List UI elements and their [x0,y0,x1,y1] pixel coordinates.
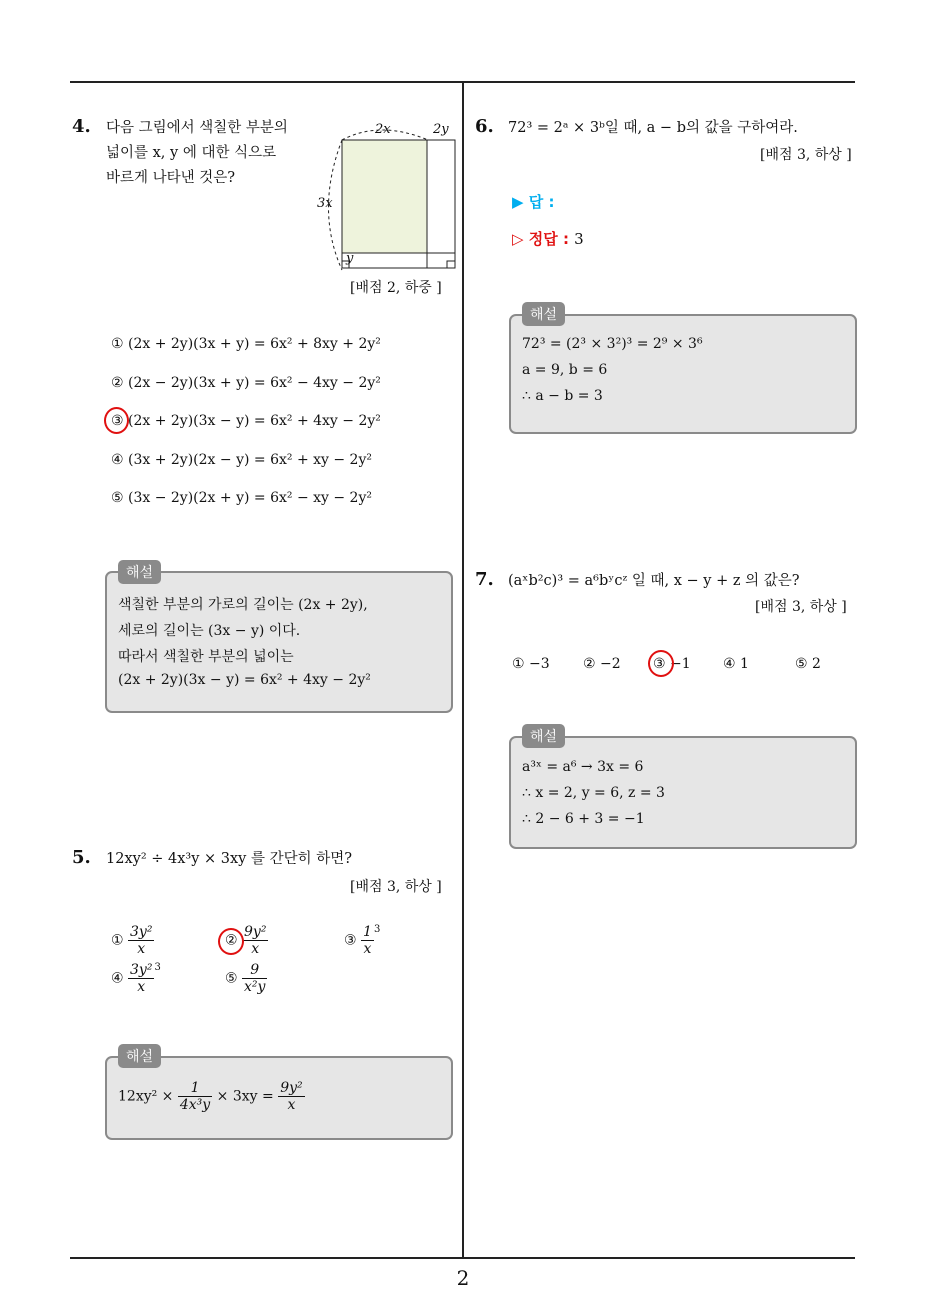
q4-solution-line2: 세로의 길이는 (3x − y) 이다. [118,623,301,639]
q4-solution-line1: 색칠한 부분의 가로의 길이는 (2x + 2y), [118,597,368,613]
q5-score: [배점 3, 하상 ] [350,879,442,895]
q5-option-5[interactable] [225,962,267,995]
q4-solution-line3: 따라서 색칠한 부분의 넓이는 [118,649,294,665]
q4-option-4[interactable]: ④ (3x + 2y)(2x − y) = 6x² + xy − 2y² [111,452,372,468]
q4-fig-label-y: y [346,251,354,266]
q5-option-4-den: x [137,979,146,995]
q5-option-3-sup: 3 [373,924,381,935]
q7-option-5[interactable]: ⑤ 2 [795,656,821,672]
q7-option-1[interactable]: ① −3 [512,656,550,672]
q5-option-4-num: 3y² [130,962,153,978]
q6-solution-line3: ∴ a − b = 3 [522,388,603,404]
q4-answer-circle [104,407,129,434]
q5-option-5-mark: ⑤ [225,970,238,987]
q5-option-2-den: x [251,941,260,957]
q4-line2: 넓이를 x, y 에 대한 식으로 [106,145,277,161]
q5-answer-circle [218,928,244,955]
q5-option-2-mark: ② [225,932,238,949]
q5-option-1-fraction [128,924,154,957]
q5-option-4-fraction [128,962,154,995]
q5-option-2-num: 9y² [244,924,267,940]
q5-sol-pre: 12xy² × [118,1088,174,1105]
q4-fig-label-2x: 2x [375,122,391,137]
q6-correct-row [512,228,584,249]
q5-solution-tag: 해설 [118,1044,161,1068]
q5-option-1-den: x [137,941,146,957]
q5-option-1-mark: ① [111,932,124,949]
q6-question: 72³ = 2ᵃ × 3ᵇ일 때, a − b의 값을 구하여라. [508,120,798,136]
q7-option-2[interactable]: ② −2 [583,656,621,672]
q4-option-5[interactable]: ⑤ (3x − 2y)(2x + y) = 6x² − xy − 2y² [111,490,372,506]
q4-option-3[interactable]: ③ (2x + 2y)(3x − y) = 6x² + 4xy − 2y² [111,413,381,429]
q4-solution-tag: 해설 [118,560,161,584]
q5-option-3[interactable] [344,924,380,957]
q5-option-1[interactable] [111,924,154,957]
page-number: 2 [456,1266,470,1290]
q5-option-3-fraction [361,924,374,957]
q7-solution-line3: ∴ 2 − 6 + 3 = −1 [522,811,645,827]
q4-fig-label-3x: 3x [317,196,333,211]
q7-option-4[interactable]: ④ 1 [723,656,749,672]
q5-option-2-fraction [242,924,268,957]
q5-number: 5. [72,847,91,868]
q6-solution-tag: 해설 [522,302,565,326]
q6-score: [배점 3, 하상 ] [760,147,852,163]
q5-option-3-den: x [363,941,372,957]
q4-solution-line4: (2x + 2y)(3x − y) = 6x² + 4xy − 2y² [118,672,371,688]
q7-number: 7. [475,569,494,590]
q4-line3: 바르게 나타낸 것은? [106,170,236,186]
q5-sol-frac1-den: 4x³y [179,1097,211,1113]
q6-answer-label: ▶ 답 : [512,193,555,211]
q5-sol-frac2-den: x [287,1097,296,1113]
q5-sol-mid: × 3xy = [216,1088,274,1105]
q5-option-5-fraction [242,962,267,995]
q4-question [106,116,316,191]
q6-solution-line1: 72³ = (2³ × 3²)³ = 2⁹ × 3⁶ [522,336,703,352]
q5-option-4[interactable] [111,962,161,995]
q6-number: 6. [475,116,494,137]
q5-sol-frac1-num: 1 [178,1080,212,1097]
q7-solution-line2: ∴ x = 2, y = 6, z = 3 [522,785,665,801]
q7-score: [배점 3, 하상 ] [755,599,847,615]
q7-answer-circle [648,650,674,677]
q5-question: 12xy² ÷ 4x³y × 3xy 를 간단히 하면? [106,851,353,867]
q5-option-5-den: x²y [244,979,266,995]
q7-question: (aˣb²c)³ = a⁶bʸcᶻ 일 때, x − y + z 의 값은? [508,573,800,589]
q5-option-5-num: 9 [242,962,267,979]
q4-score: [배점 2, 하중 ] [350,280,442,296]
column-divider [462,82,464,1259]
q4-line1: 다음 그림에서 색칠한 부분의 [106,120,288,136]
q4-solution-box [105,571,453,713]
q5-solution [118,1080,305,1113]
q5-sol-frac2-num: 9y² [280,1080,303,1096]
q7-option-3[interactable]: ③ −1 [653,656,691,672]
q6-correct-value: 3 [574,230,584,248]
q7-solution-line1: a³ˣ = a⁶ → 3x = 6 [522,759,644,775]
q5-sol-frac1 [178,1080,212,1113]
q5-option-3-num: 1 [363,924,372,940]
q4-option-1[interactable]: ① (2x + 2y)(3x + y) = 6x² + 8xy + 2y² [111,336,381,352]
q5-option-1-num: 3y² [130,924,153,940]
q4-number: 4. [72,116,91,137]
q5-option-4-mark: ④ [111,970,124,987]
q6-solution-line2: a = 9, b = 6 [522,362,608,378]
q6-correct-label: ▷ 정답 : [512,230,569,248]
q5-option-3-mark: ③ [344,932,357,949]
q7-solution-tag: 해설 [522,724,565,748]
q4-fig-label-2y: 2y [433,122,449,137]
q5-option-4-sup: 3 [154,962,161,973]
q5-sol-frac2 [278,1080,304,1113]
q4-option-2[interactable]: ② (2x − 2y)(3x + y) = 6x² − 4xy − 2y² [111,375,381,391]
